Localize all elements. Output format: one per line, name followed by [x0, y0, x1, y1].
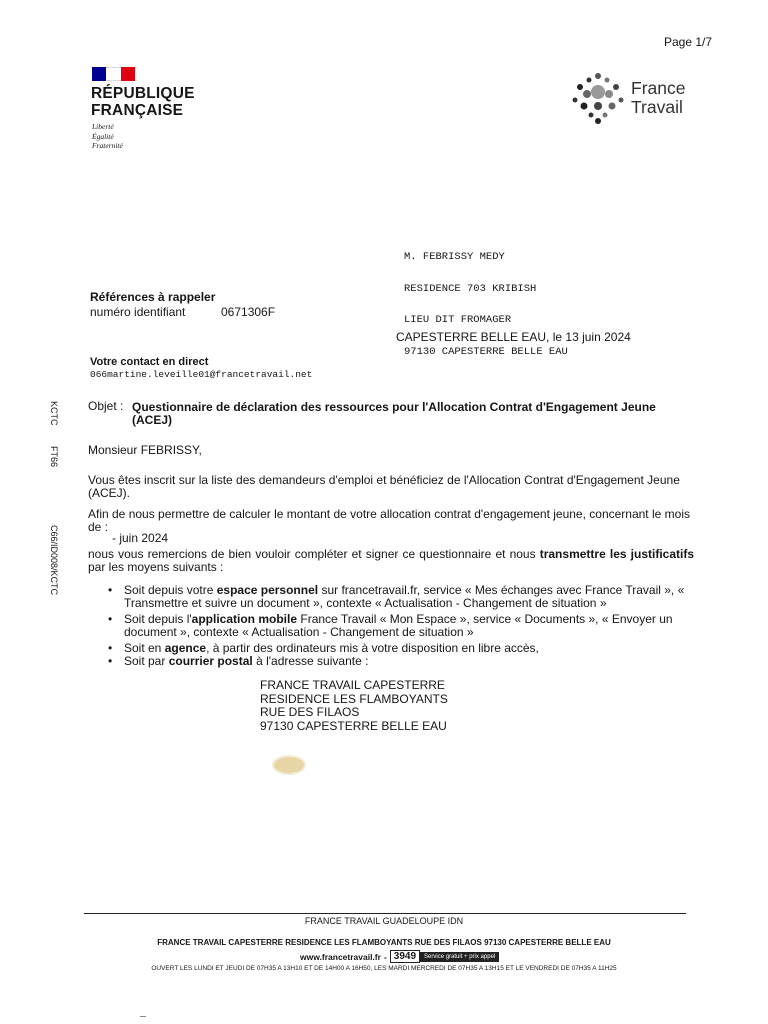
recipient-line: LIEU DIT FROMAGER	[404, 314, 512, 326]
recipient-line: M. FEBRISSY MEDY	[404, 251, 505, 263]
list-item	[108, 584, 694, 610]
website-link[interactable]: www.francetravail.fr	[300, 951, 381, 962]
footer-separator: -	[383, 951, 387, 962]
request-emphasis: transmettre les justificatifs	[539, 547, 694, 561]
item-emphasis: courrier postal	[168, 654, 253, 668]
place-and-date: CAPESTERRE BELLE EAU, le 13 juin 2024	[396, 330, 631, 344]
recipient-line: 97130 CAPESTERRE BELLE EAU	[404, 345, 568, 358]
identifier-label: numéro identifiant	[90, 305, 186, 319]
contact-email: 066martine.leveille01@francetravail.net	[90, 369, 313, 380]
period-item: - juin 2024	[112, 531, 169, 545]
ft-wordmark-line2: Travail	[631, 97, 683, 117]
phone-number[interactable]: 3949	[390, 950, 420, 963]
subject-label: Objet :	[88, 399, 124, 413]
footer-contact-line	[300, 950, 499, 963]
submission-methods-list	[108, 584, 694, 671]
item-emphasis: agence	[164, 641, 207, 655]
references-title: Références à rappeler	[90, 290, 216, 304]
opening-hours: OUVERT LES LUNDI ET JEUDI DE 07H35 A 13H10 ET DE 14H00 A 16H50, LES MARDI MERCREDI DE 07H35 A 13H15 ET LE VENDREDI DE 07H35 A 11H25	[151, 965, 617, 972]
phone-pricing-note: Service gratuit + prix appel	[420, 952, 499, 962]
salutation: Monsieur FEBRISSY,	[88, 443, 202, 457]
flag-white-band	[106, 67, 120, 81]
recipient-address	[404, 231, 568, 368]
postal-line: FRANCE TRAVAIL CAPESTERRE	[260, 678, 445, 692]
france-travail-wordmark	[631, 79, 685, 117]
paragraph-request	[88, 548, 694, 574]
recipient-line: RESIDENCE 703 KRIBISH	[404, 282, 537, 295]
contact-title: Votre contact en direct	[90, 356, 209, 368]
item-text: Soit en	[124, 641, 165, 655]
page-number: Page 1/7	[664, 35, 713, 49]
scan-mark	[140, 1016, 146, 1017]
list-item	[108, 655, 694, 668]
request-text: nous vous remercions de bien vouloir compléter et signer ce questionnaire et nous	[88, 547, 540, 561]
item-text: France Travail « Mon Espace », service « Documents », « Envoyer un document », contexte « Actualisation - Changement de situation »	[124, 612, 673, 639]
margin-code-reference: C66/ID008/KCTC	[49, 525, 59, 596]
item-emphasis: espace personnel	[216, 583, 319, 597]
request-text-end: par les moyens suivants :	[88, 560, 224, 574]
motto-egalite: Égalité	[92, 131, 114, 141]
item-text: , à partir des ordinateurs mis à votre disposition en libre accès,	[206, 641, 539, 655]
item-text: Soit depuis votre	[124, 583, 217, 597]
footer-address: FRANCE TRAVAIL CAPESTERRE RESIDENCE LES FLAMBOYANTS RUE DES FILAOS 97130 CAPESTERRE BELLE EAU	[157, 938, 611, 947]
paragraph-calculation: Afin de nous permettre de calculer le montant de votre allocation contrat d'engagement jeune, concernant le mois de :	[88, 507, 690, 534]
item-text: Soit par	[124, 654, 169, 668]
paragraph-registration: Vous êtes inscrit sur la liste des demandeurs d'emploi et bénéficiez de l'Allocation Contrat d'Engagement Jeune (ACEJ).	[88, 473, 680, 500]
footer-organization: FRANCE TRAVAIL GUADELOUPE IDN	[304, 916, 464, 926]
marianne-flag-logo	[92, 67, 135, 81]
ft-wordmark-line1: France	[631, 78, 686, 98]
rf-motto	[92, 122, 123, 151]
footer-divider	[84, 913, 686, 914]
postal-line: 97130 CAPESTERRE BELLE EAU	[260, 718, 447, 733]
margin-code-kctc: KCTC	[49, 401, 59, 426]
flag-red-band	[121, 67, 135, 81]
postal-line: RUE DES FILAOS	[260, 705, 360, 719]
identifier-value: 0671306F	[221, 305, 276, 319]
motto-liberte: Liberté	[92, 122, 114, 131]
motto-fraternite: Fraternité	[92, 141, 123, 150]
france-travail-logo-icon	[570, 70, 626, 126]
item-text: à l'adresse suivante :	[252, 654, 369, 668]
flag-blue-band	[92, 67, 106, 81]
postal-address	[260, 679, 448, 733]
item-text: sur francetravail.fr, service « Mes échanges avec France Travail », « Transmettre et suivre un document », contexte « Actualisation - Changement de situation »	[124, 583, 685, 610]
postal-line: RESIDENCE LES FLAMBOYANTS	[260, 691, 448, 706]
item-emphasis: application mobile	[191, 612, 298, 626]
item-text: Soit depuis l'	[124, 612, 192, 626]
republique-francaise-title	[91, 85, 195, 119]
margin-code-ft66: FT66	[49, 446, 59, 468]
rf-title-line2: FRANÇAISE	[91, 102, 184, 119]
list-item	[108, 613, 694, 639]
rf-title-line1: RÉPUBLIQUE	[91, 85, 195, 102]
subject-text: Questionnaire de déclaration des ressources pour l'Allocation Contrat d'Engagement Jeune (ACEJ)	[132, 400, 656, 427]
paper-stain	[274, 757, 304, 773]
